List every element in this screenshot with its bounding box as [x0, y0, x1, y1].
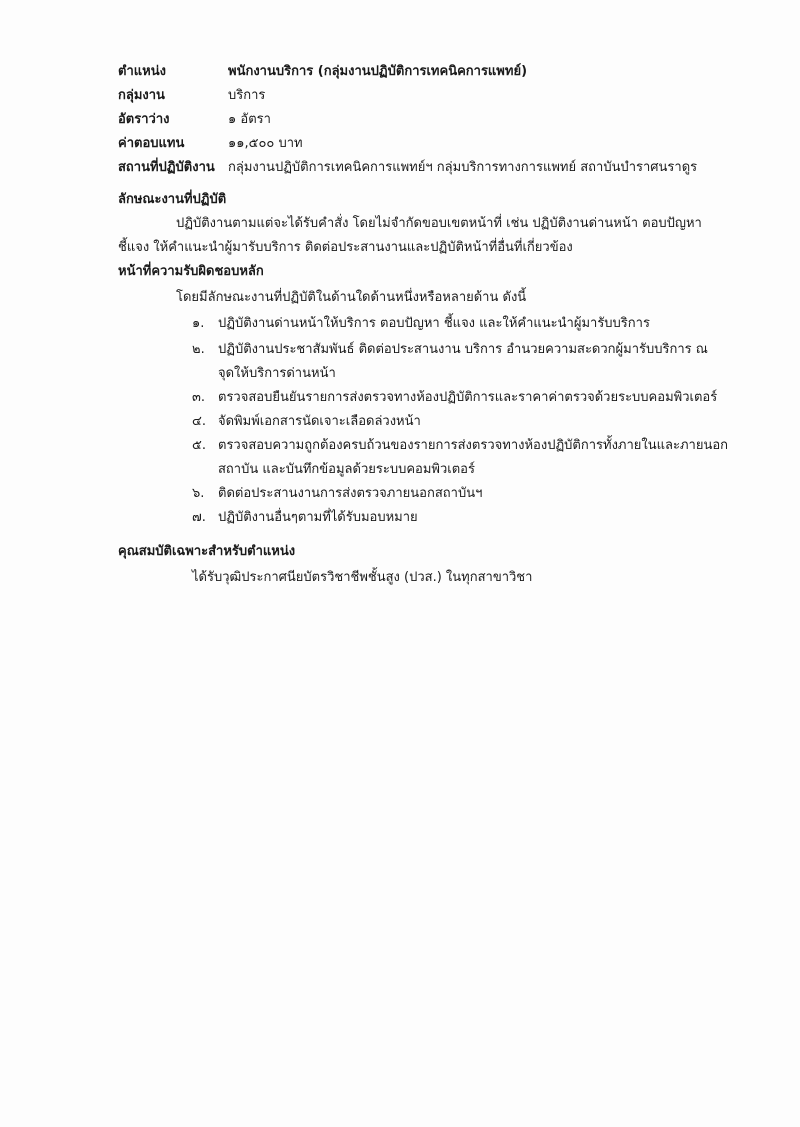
duty-item-3: ตรวจสอบยืนยันรายการส่งตรวจทางห้องปฏิบัติการและราคาค่าตรวจด้วยระบบคอมพิวเตอร์ [218, 390, 718, 405]
job-nature-heading: ลักษณะงานที่ปฏิบัติ [118, 192, 227, 207]
duty-number: ๑. [192, 316, 205, 331]
duty-item-2-continued: จุดให้บริการด่านหน้า [218, 366, 336, 381]
field-label: ค่าตอบแทน [118, 136, 185, 151]
duty-number: ๔. [192, 414, 206, 429]
duty-item-5: ตรวจสอบความถูกต้องครบถ้วนของรายการส่งตรวจทางห้องปฏิบัติการทั้งภายในและภายนอก [218, 438, 729, 453]
duty-number: ๓. [192, 390, 206, 405]
duty-number: ๗. [192, 510, 206, 525]
duty-item-4: จัดพิมพ์เอกสารนัดเจาะเลือดล่วงหน้า [218, 414, 421, 429]
field-value: บริการ [228, 88, 266, 103]
duty-item-1: ปฏิบัติงานด่านหน้าให้บริการ ตอบปัญหา ชี้แจง และให้คำแนะนำผู้มารับบริการ [218, 316, 650, 331]
duty-item-5-continued: สถาบัน และบันทึกข้อมูลด้วยระบบคอมพิวเตอร์ [218, 462, 475, 477]
duty-item-2: ปฏิบัติงานประชาสัมพันธ์ ติดต่อประสานงาน บริการ อำนวยความสะดวกผู้มารับบริการ ณ [218, 342, 708, 357]
field-label: สถานที่ปฏิบัติงาน [118, 160, 215, 175]
field-label: อัตราว่าง [118, 112, 170, 127]
field-label: กลุ่มงาน [118, 88, 165, 103]
qualifications-heading: คุณสมบัติเฉพาะสำหรับตำแหน่ง [118, 544, 296, 559]
duty-number: ๖. [192, 486, 205, 501]
field-value: ๑๑,๕๐๐ บาท [228, 136, 303, 151]
job-nature-line-2: ชี้แจง ให้คำแนะนำผู้มารับบริการ ติดต่อประสานงานและปฏิบัติหน้าที่อื่นที่เกี่ยวข้อง [118, 240, 573, 255]
field-label: ตำแหน่ง [118, 64, 166, 79]
field-value: พนักงานบริการ (กลุ่มงานปฏิบัติการเทคนิคการแพทย์) [228, 64, 528, 79]
duty-number: ๕. [192, 438, 206, 453]
qualifications-text: ได้รับวุฒิประกาศนียบัตรวิชาชีพชั้นสูง (ปวส.) ในทุกสาขาวิชา [192, 570, 533, 585]
duty-item-7: ปฏิบัติงานอื่นๆตามที่ได้รับมอบหมาย [218, 510, 418, 525]
job-nature-line-1: ปฏิบัติงานตามแต่จะได้รับคำสั่ง โดยไม่จำกัดขอบเขตหน้าที่ เช่น ปฏิบัติงานด่านหน้า ตอบปัญหา [176, 216, 702, 231]
duties-heading: หน้าที่ความรับผิดชอบหลัก [118, 264, 264, 279]
field-value: กลุ่มงานปฏิบัติการเทคนิคการแพทย์ฯ กลุ่มบริการทางการแพทย์ สถาบันบำราศนราดูร [228, 160, 698, 175]
duties-intro: โดยมีลักษณะงานที่ปฏิบัติในด้านใดด้านหนึ่งหรือหลายด้าน ดังนี้ [176, 290, 527, 305]
duty-number: ๒. [192, 342, 205, 357]
duty-item-6: ติดต่อประสานงานการส่งตรวจภายนอกสถาบันฯ [218, 486, 483, 501]
field-value: ๑ อัตรา [228, 112, 271, 127]
